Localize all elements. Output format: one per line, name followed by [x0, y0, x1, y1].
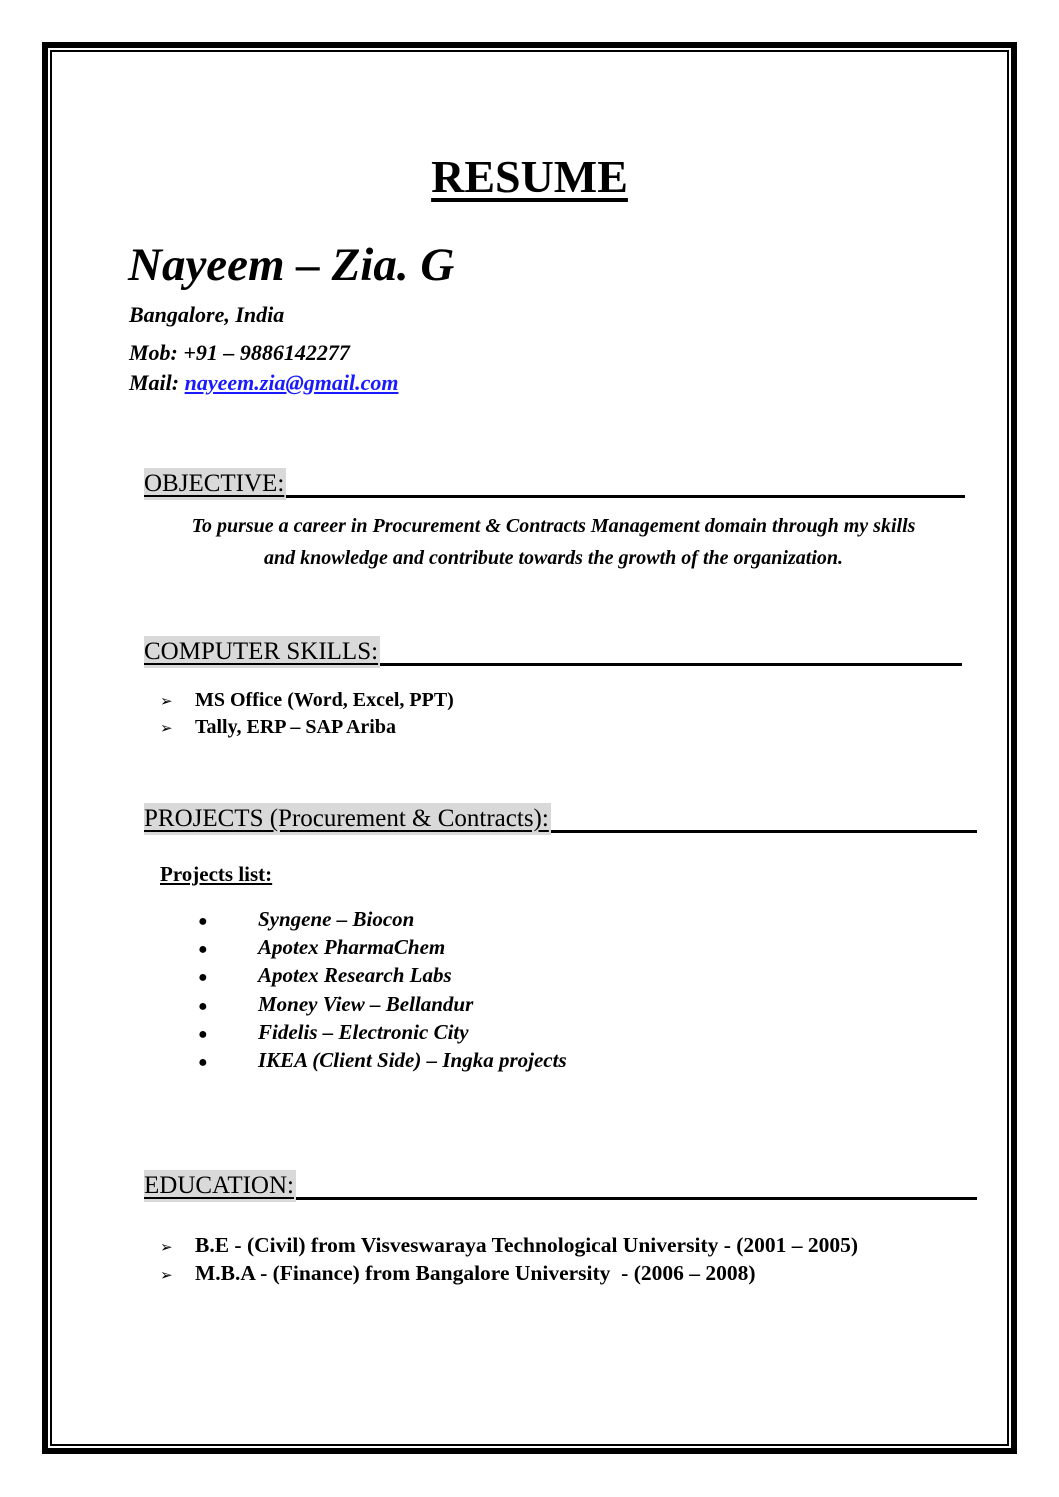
candidate-name: Nayeem – Zia. G: [128, 239, 455, 291]
project-item: [198, 992, 473, 1017]
mobile-number: Mob: +91 – 9886142277: [129, 340, 350, 365]
skill-item: [160, 689, 454, 712]
education-heading: [144, 1170, 978, 1202]
arrow-bullet-icon: ➢: [160, 1238, 173, 1256]
email-link[interactable]: nayeem.zia@gmail.com: [184, 370, 399, 395]
projects-list-label: Projects list:: [160, 862, 273, 886]
skill-text: MS Office (Word, Excel, PPT): [195, 689, 454, 711]
education-item: [160, 1233, 858, 1258]
education-item: [160, 1261, 756, 1286]
education-heading-text: EDUCATION:: [144, 1170, 296, 1202]
resume-title: [0, 150, 1059, 203]
dot-bullet-icon: ●: [198, 998, 208, 1015]
project-item: [198, 935, 445, 960]
objective-heading: [144, 468, 978, 500]
project-text: Apotex Research Labs: [258, 963, 452, 987]
dot-bullet-icon: ●: [198, 913, 208, 930]
email-line: [129, 370, 398, 396]
project-item: [198, 1048, 567, 1073]
skill-item: [160, 716, 396, 739]
projects-heading: [144, 803, 978, 835]
projects-heading-text: PROJECTS (Procurement & Contracts):: [144, 803, 551, 835]
dot-bullet-icon: ●: [198, 1054, 208, 1071]
project-item: [198, 907, 414, 932]
project-item: [198, 1020, 469, 1045]
arrow-bullet-icon: ➢: [160, 692, 173, 710]
computer-skills-heading-text: COMPUTER SKILLS:: [144, 636, 380, 668]
objective-line-2: and knowledge and contribute towards the growth of the organization.: [264, 547, 843, 569]
resume-title-text: RESUME: [431, 151, 628, 202]
education-text: B.E - (Civil) from Visveswaraya Technological University - (2001 – 2005): [195, 1233, 859, 1257]
objective-line-1: To pursue a career in Procurement & Contracts Management domain through my skills: [191, 515, 916, 537]
education-text: M.B.A - (Finance) from Bangalore University - (2006 – 2008): [195, 1261, 756, 1285]
email-label: Mail:: [129, 370, 185, 395]
project-text: Apotex PharmaChem: [258, 935, 446, 959]
arrow-bullet-icon: ➢: [160, 1266, 173, 1284]
dot-bullet-icon: ●: [198, 941, 208, 958]
project-text: Fidelis – Electronic City: [258, 1020, 469, 1044]
project-item: [198, 963, 452, 988]
project-text: IKEA (Client Side) – Ingka projects: [258, 1048, 567, 1072]
location: Bangalore, India: [129, 302, 285, 327]
arrow-bullet-icon: ➢: [160, 719, 173, 737]
dot-bullet-icon: ●: [198, 969, 208, 986]
dot-bullet-icon: ●: [198, 1026, 208, 1043]
computer-skills-heading: [144, 636, 978, 668]
objective-heading-text: OBJECTIVE:: [144, 468, 286, 500]
project-text: Syngene – Biocon: [258, 907, 415, 931]
project-text: Money View – Bellandur: [258, 992, 474, 1016]
skill-text: Tally, ERP – SAP Ariba: [195, 716, 396, 738]
